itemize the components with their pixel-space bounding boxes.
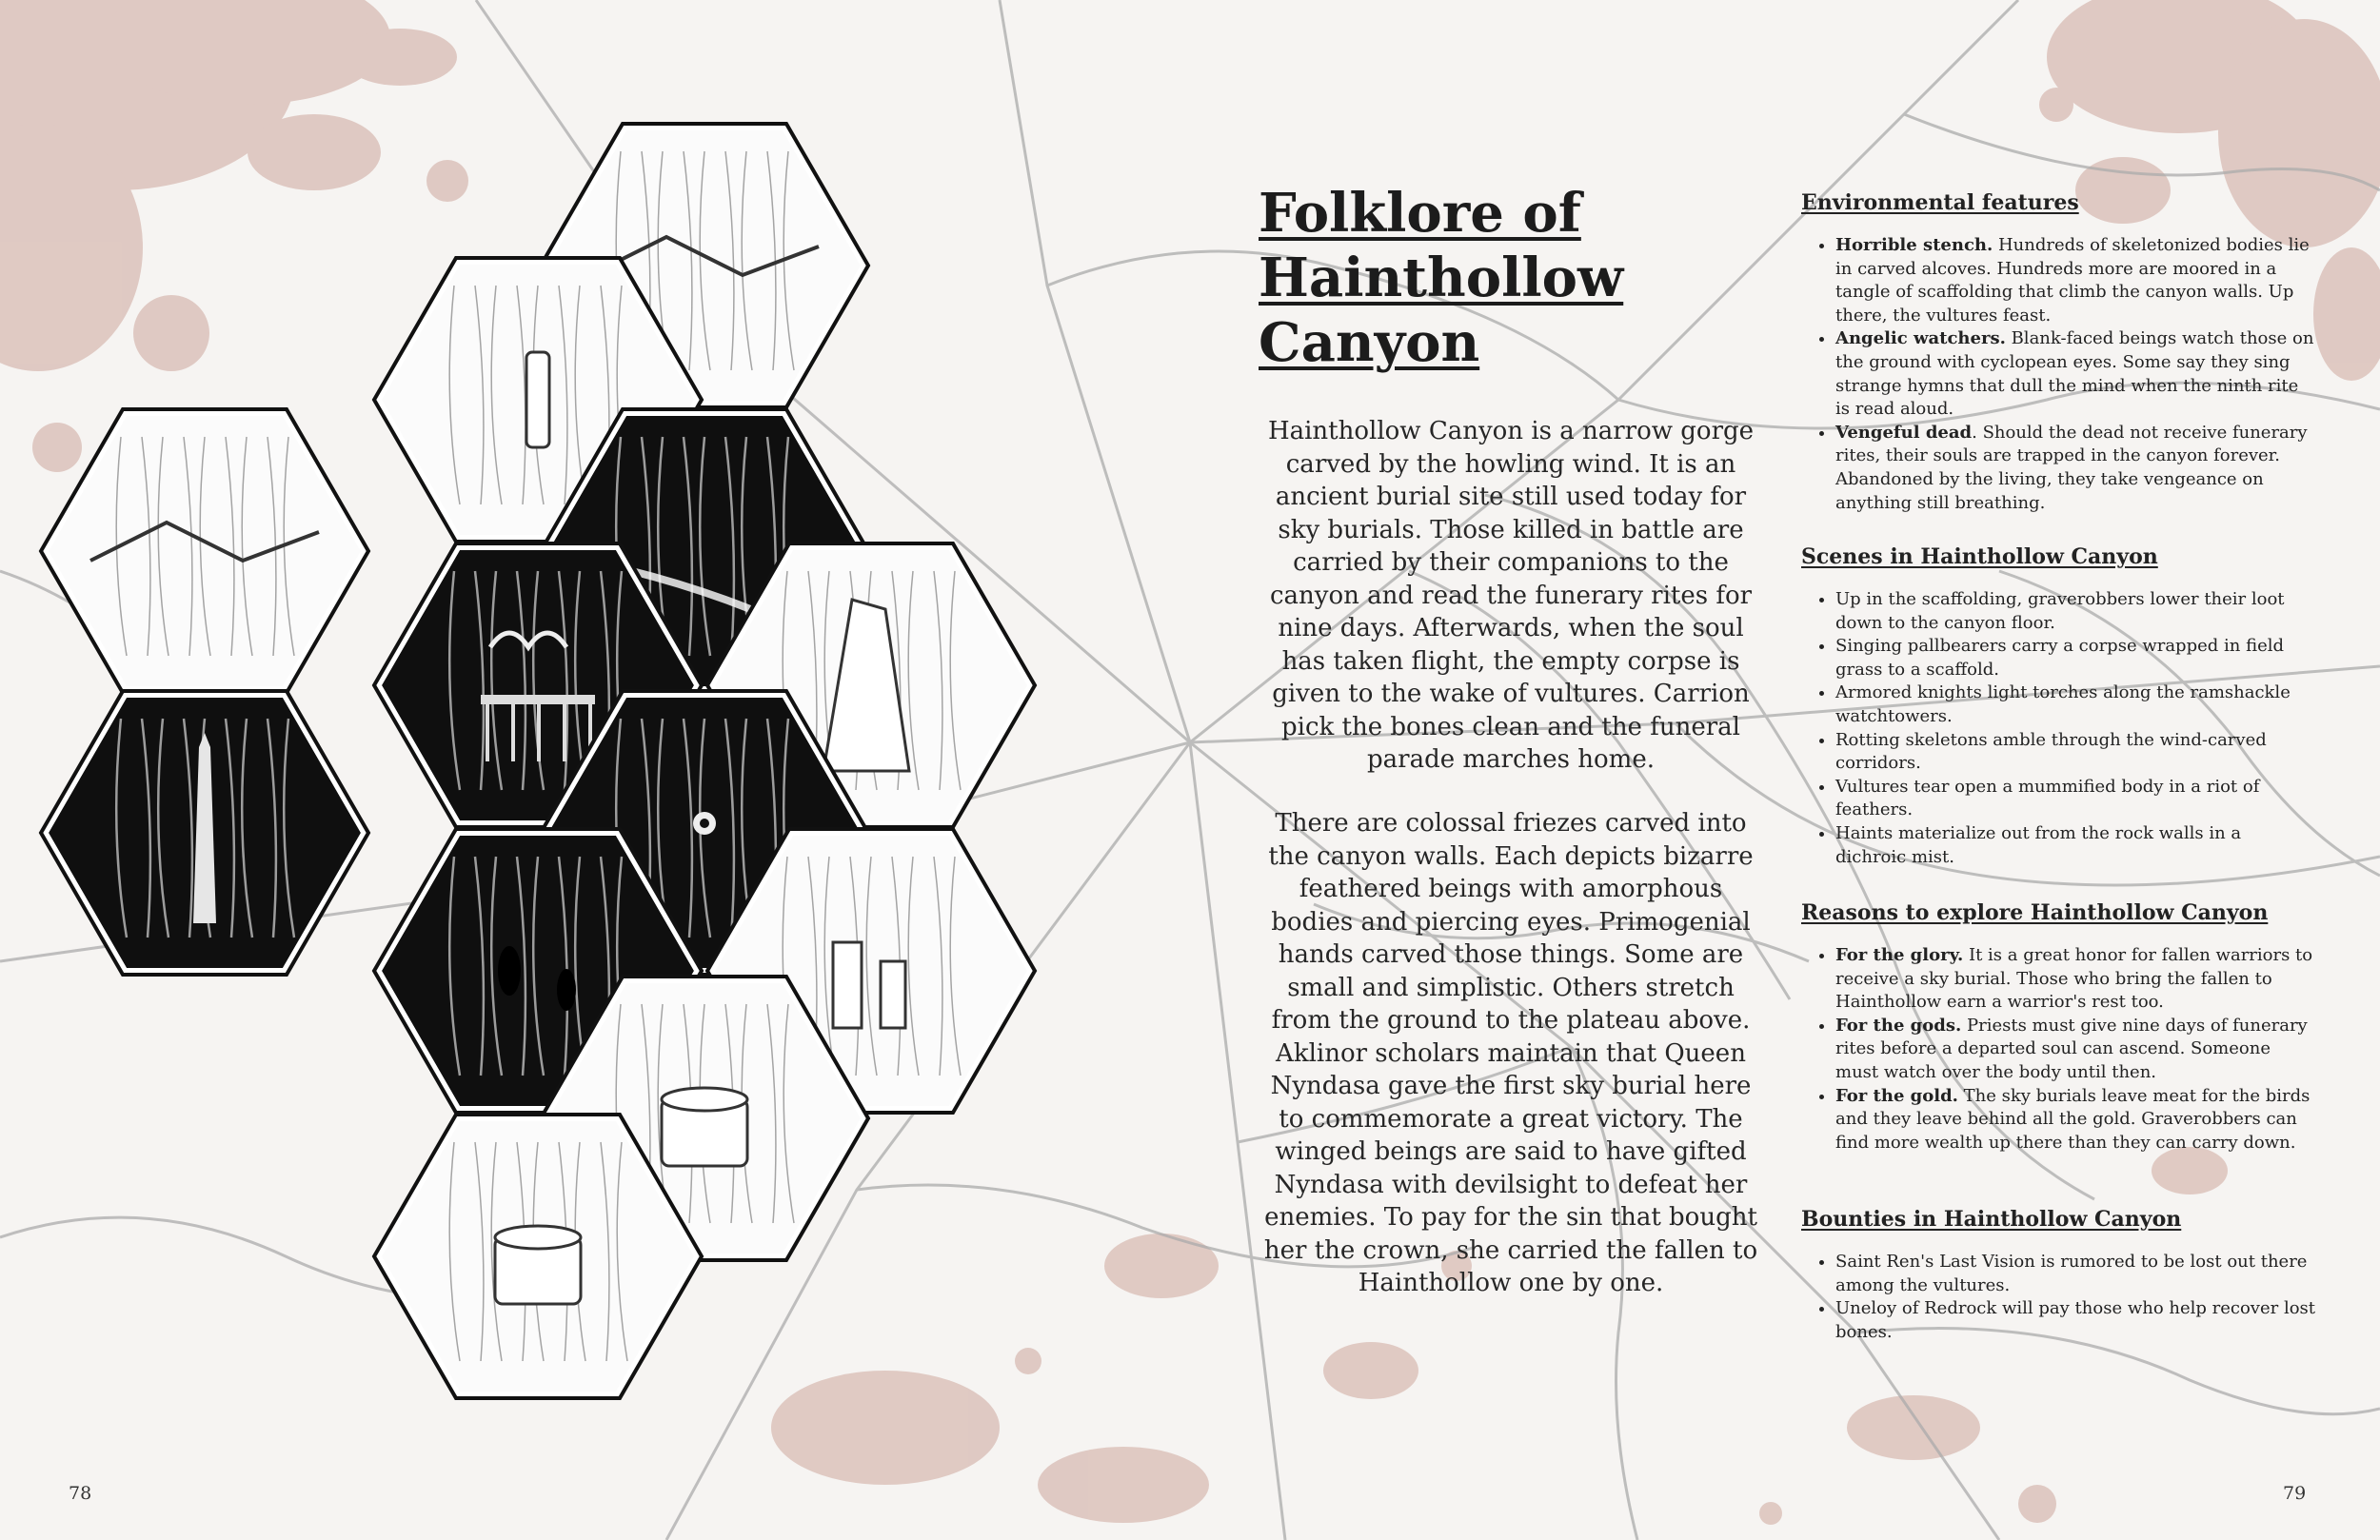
hex-tile-obelisk (41, 691, 368, 975)
section-heading: Environmental features (1801, 190, 2079, 215)
section-bounties (1801, 1205, 2315, 1344)
list-item (1835, 1015, 2315, 1085)
item-lead: For the glory. (1835, 945, 1964, 965)
section-reasons-to-explore (1801, 898, 2315, 1155)
bounty-list (1801, 1251, 2315, 1344)
list-item: • Rotting skeletons amble through the wind-carved corridors. (1835, 729, 2315, 776)
item-text: Blank-faced beings watch those on the ground with cyclopean eyes. Some say they sing strange hymns that dull the mind when the ninth rite is read aloud. (1835, 328, 2314, 420)
item-text: . Should the dead not receive funerary rites, their souls are trapped in the canyon forever. Abandoned by the living, they take vengeance on anything still breathing. (1835, 422, 2308, 513)
list-item: • Singing pallbearers carry a corpse wrapped in field grass to a scaffold. (1835, 635, 2315, 681)
section-environmental-features (1801, 188, 2315, 515)
list-item (1835, 422, 2315, 515)
scene-list (1801, 588, 2315, 869)
item-lead: Horrible stench. (1835, 235, 1993, 255)
list-item: • Armored knights light torches along the ramshackle watchtowers. (1835, 681, 2315, 728)
list-item: • Up in the scaffolding, graverobbers lower their loot down to the canyon floor. (1835, 588, 2315, 635)
intro-paragraph-1: Hainthollow Canyon is a narrow gorge carved by the howling wind. It is an ancient burial site still used today for sky burials. Those killed in battle are carried by their companions to the canyon and read the funerary rites for nine days. Afterwards, when the soul has taken flight, the empty corpse is given to the wake of vultures. Carrion pick the bones clean and the funeral parade marches home. (1267, 417, 1755, 774)
item-lead: For the gold. (1835, 1085, 1958, 1106)
hex-tile-canyon-gorge (41, 409, 368, 693)
feature-list (1801, 234, 2315, 515)
section-heading: Scenes in Hainthollow Canyon (1801, 544, 2158, 569)
reason-list (1801, 944, 2315, 1155)
item-text: Priests must give nine days of funerary rites before a departed soul can ascend. Someone must watch over the body until then. (1835, 1015, 2308, 1082)
list-item (1835, 234, 2315, 327)
section-heading: Reasons to explore Hainthollow Canyon (1801, 900, 2269, 925)
item-text: The sky burials leave meat for the birds and they leave behind all the gold. Graverobbers can find more wealth up there than they can carry down. (1835, 1085, 2311, 1153)
title-line-2: Hainthollow (1259, 247, 1624, 309)
page-number-left: 78 (69, 1483, 92, 1504)
item-text: Hundreds of skeletonized bodies lie in carved alcoves. Hundreds more are moored in a tangle of scaffolding that climb the canyon walls. Up there, the vultures feast. (1835, 235, 2310, 326)
item-lead: Vengeful dead (1835, 422, 1973, 443)
item-text: It is a great honor for fallen warriors to receive a sky burial. Those who bring the fallen to Hainthollow earn a warrior's rest too. (1835, 945, 2313, 1013)
page-number-right: 79 (2283, 1483, 2307, 1504)
list-item: • Saint Ren's Last Vision is rumored to be lost out there among the vultures. (1835, 1251, 2315, 1297)
section-heading: Bounties in Hainthollow Canyon (1801, 1207, 2182, 1232)
list-item: • Uneloy of Redrock will pay those who help recover lost bones. (1835, 1297, 2315, 1344)
title-line-1: Folklore of (1259, 182, 1581, 245)
item-lead: For the gods. (1835, 1015, 1962, 1036)
list-item (1835, 1085, 2315, 1155)
item-lead: Angelic watchers. (1835, 328, 2006, 349)
list-item: • Haints materialize out from the rock walls in a dichroic mist. (1835, 822, 2315, 869)
intro-paragraph-2: There are colossal friezes carved into the canyon walls. Each depicts bizarre feathered beings with amorphous bodies and piercing eyes. Primogenial hands carved those things. Some are small and simplistic. Others stretch from the ground to the plateau above. Aklinor scholars maintain that Queen Nyndasa gave the first sky burial here to commemorate a great victory. The winged beings are said to have gifted Nyndasa with devilsight to defeat her enemies. To pay for the sin that bought her the crown, she carried the fallen to Hainthollow one by one. (1263, 809, 1758, 1297)
page-title (1259, 181, 1716, 375)
section-scenes (1801, 543, 2315, 869)
title-line-3: Canyon (1259, 311, 1480, 374)
list-item: • Vultures tear open a mummified body in a riot of feathers. (1835, 776, 2315, 822)
list-item (1835, 327, 2315, 421)
list-item (1835, 944, 2315, 1015)
